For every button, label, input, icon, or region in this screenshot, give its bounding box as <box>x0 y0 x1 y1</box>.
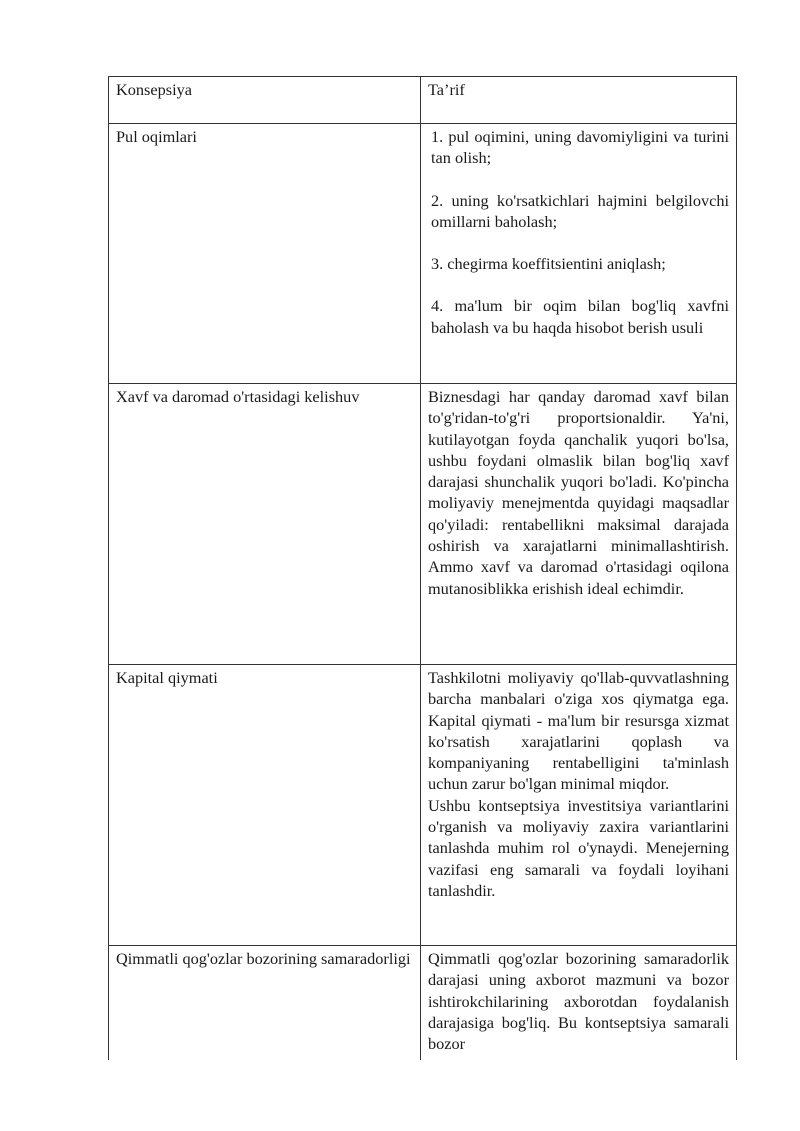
list-item: 4. ma'lum bir oqim bilan bog'liq xavfni baholash va bu haqda hisobot berish usuli <box>431 296 729 337</box>
table-row <box>109 124 737 384</box>
concept-cell: Kapital qiymati <box>109 665 421 946</box>
definition-cell <box>421 124 737 384</box>
header-concept: Konsepsiya <box>109 77 421 124</box>
list-item: 2. uning ko'rsatkichlari hajmini belgilovchi omillarni baholash; <box>431 190 729 231</box>
definition-cell <box>421 665 737 946</box>
table-row <box>109 384 737 665</box>
definition-cell: Biznesdagi har qanday daromad xavf bilan to'g'ridan-to'g'ri proportsionaldir. Ya'ni, kutilayotgan foyda qanchalik yuqori bo'lsa, ushbu foydani olmaslik bilan bog'liq xavf darajasi shunchalik yuqori bo'ladi. Ko'pincha moliyaviy menejmentda quyidagi maqsadlar qo'yiladi: rentabellikni maksimal darajada oshirish va xarajatlarni minimallashtirish. Ammo xavf va daromad o'rtasidagi oqilona mutanosiblikka erishish ideal echimdir. <box>421 384 737 665</box>
header-definition: Ta’rif <box>421 77 737 124</box>
definition-paragraph: Tashkilotni moliyaviy qo'llab-quvvatlashning barcha manbalari o'ziga xos qiymatga ega. Kapital qiymati - ma'lum bir resursga xizmat ko'rsatish xarajatlarini qoplash va kompaniyaning rentabelligini ta'minlash uchun zarur bo'lgan minimal miqdor. <box>428 668 729 794</box>
concept-cell: Pul oqimlari <box>109 124 421 384</box>
table-row <box>109 946 737 1061</box>
concepts-table <box>108 76 737 1060</box>
definition-cell: Qimmatli qog'ozlar bozorining samaradorlik darajasi uning axborot mazmuni va bozor ishtirokchilarining axborotdan foydalanish darajasiga bog'liq. Bu kontseptsiya samarali bozor <box>421 946 737 1061</box>
list-item: 3. chegirma koeffitsientini aniqlash; <box>431 254 666 274</box>
table-row <box>109 665 737 946</box>
definition-paragraph: Ushbu kontseptsiya investitsiya variantlarini o'rganish va moliyaviy zaxira variantlarini tanlashda muhim rol o'ynaydi. Menejerning vazifasi eng samarali va foydali loyihani tanlashdir. <box>428 795 729 900</box>
table-header-row <box>109 77 737 124</box>
concept-cell: Xavf va daromad o'rtasidagi kelishuv <box>109 384 421 665</box>
concept-cell: Qimmatli qog'ozlar bozorining samaradorligi <box>109 946 421 1061</box>
list-item: 1. pul oqimini, uning davomiyligini va turini tan olish; <box>431 127 729 168</box>
